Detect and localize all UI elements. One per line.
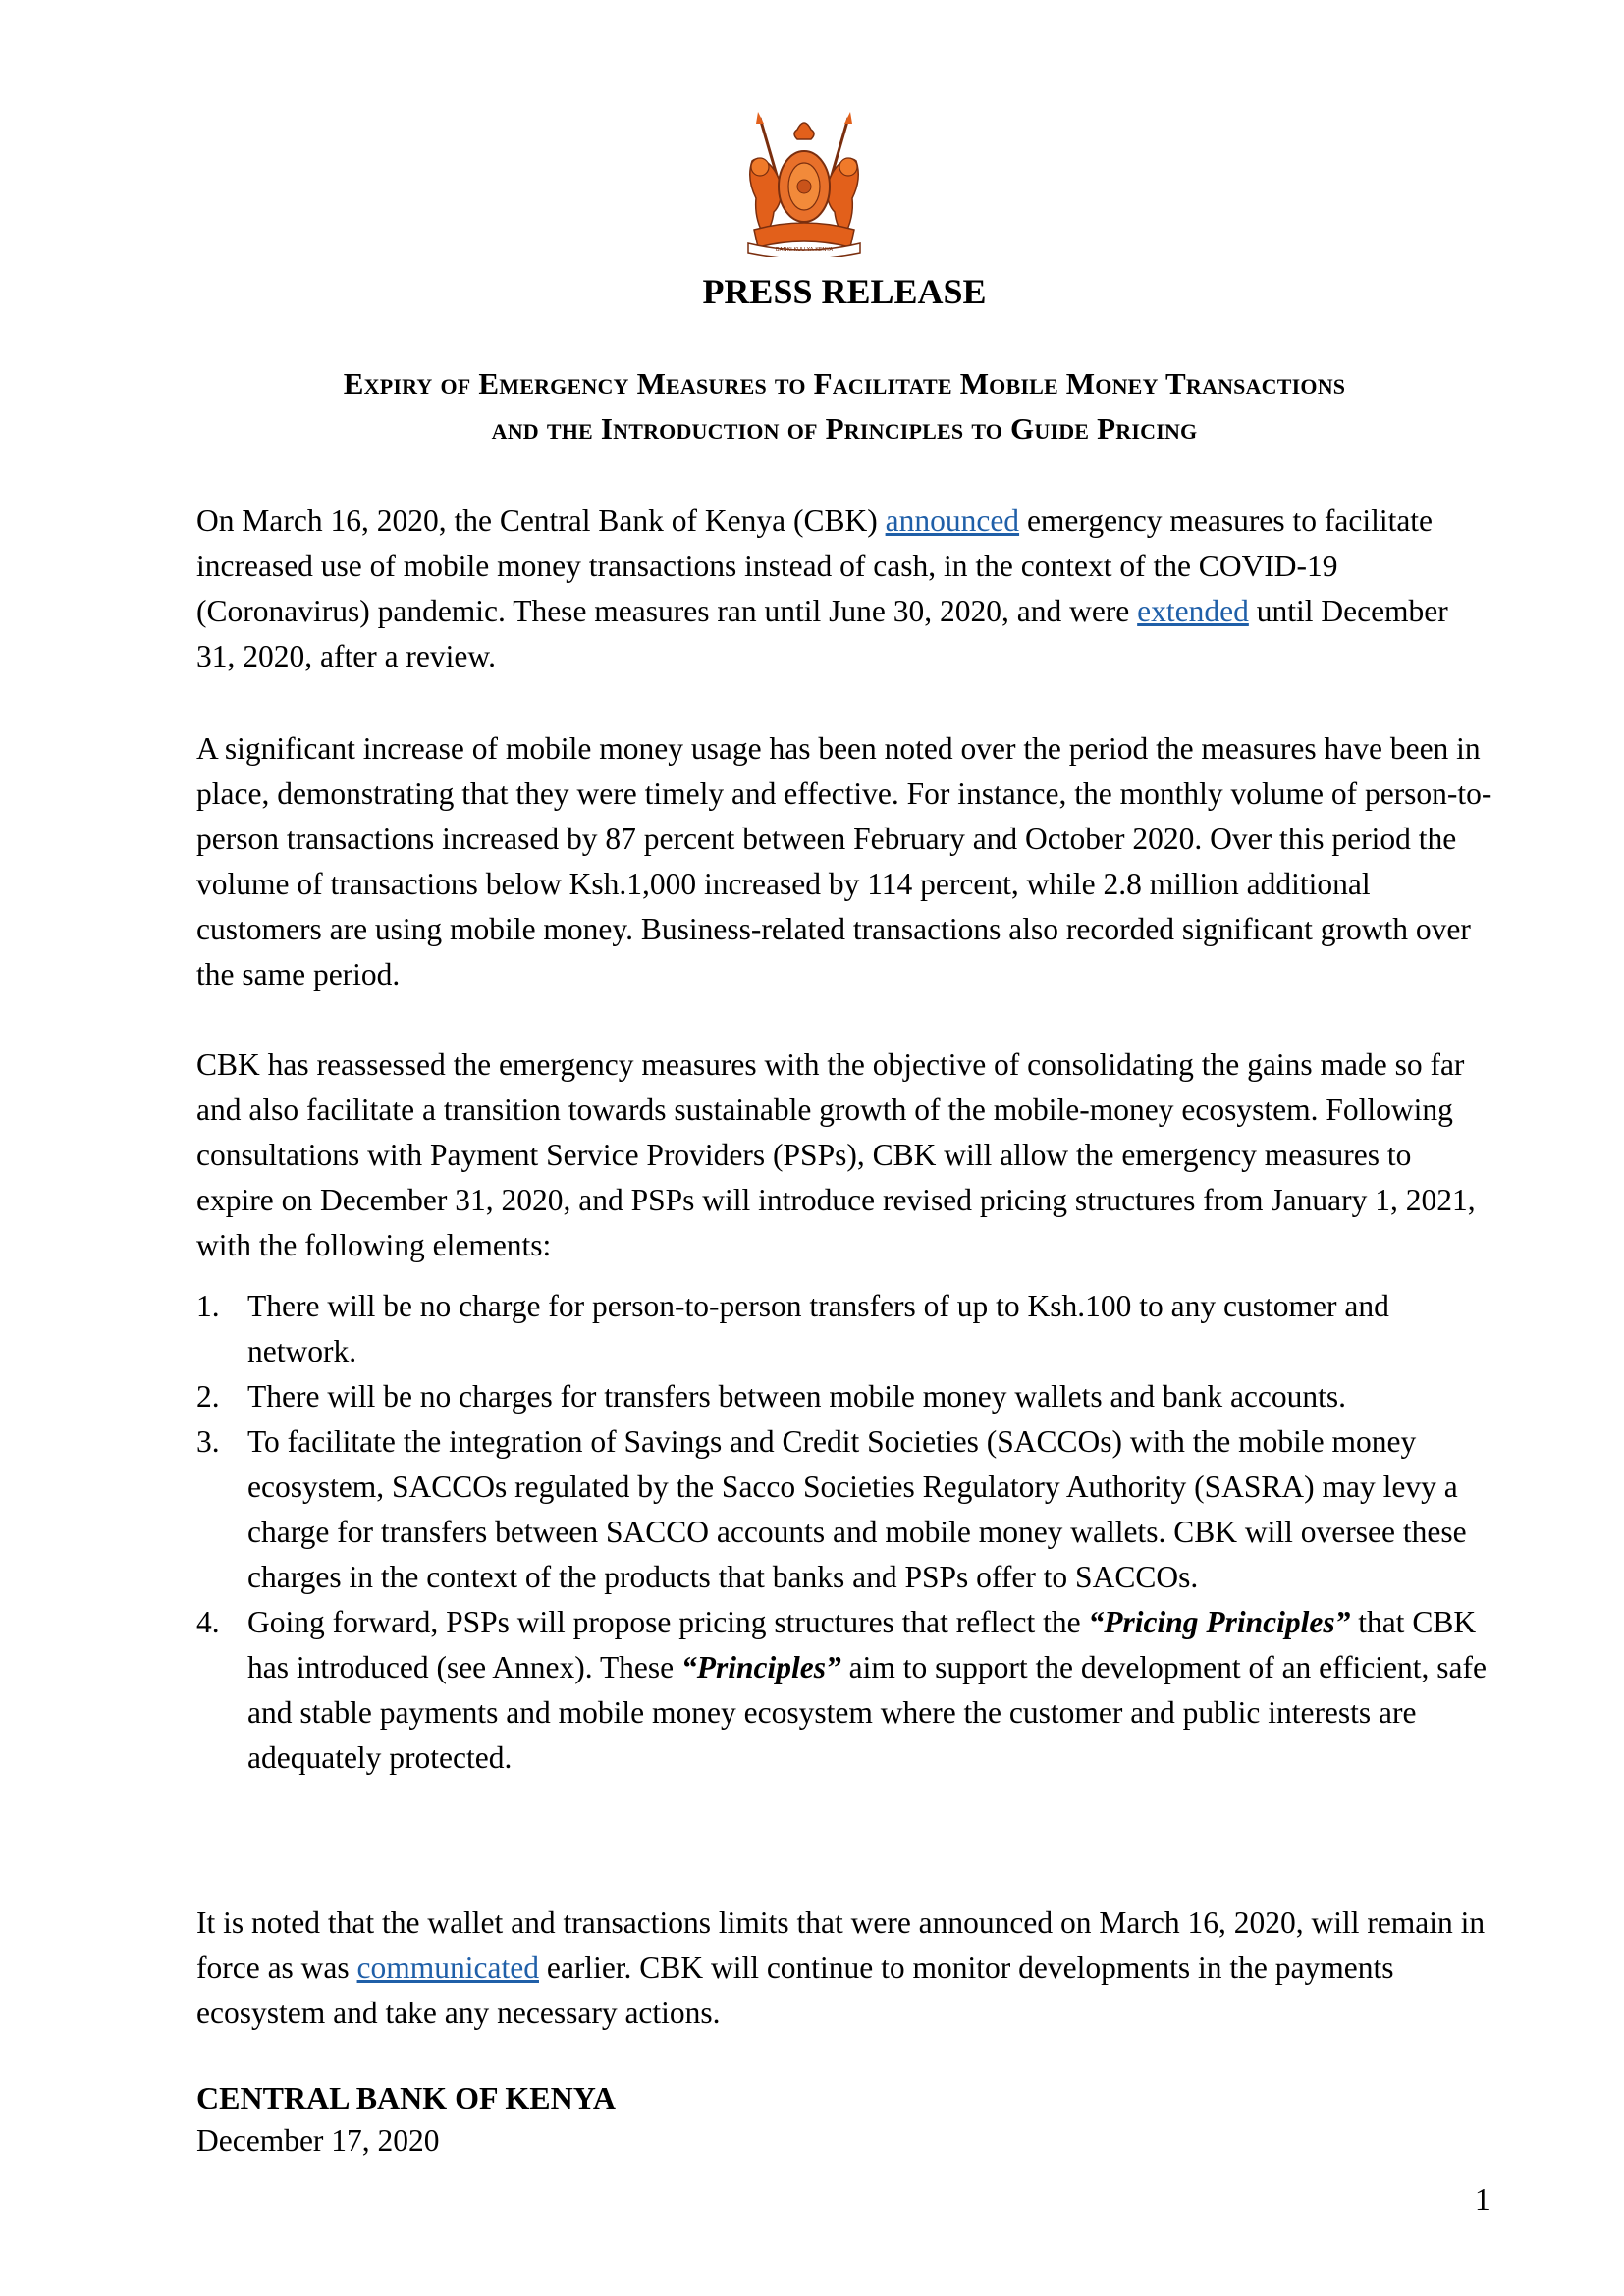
list-item-number: 2. <box>196 1379 220 1414</box>
press-release-title: PRESS RELEASE <box>702 272 987 311</box>
list-item-number: 1. <box>196 1289 220 1323</box>
signature-date: December 17, 2020 <box>196 2123 440 2158</box>
paragraph-1-text-b: emergency measures to facilitate increased use of mobile money transactions instead of cash, in the context of the COVID-19 (Coronavirus) pandemic. These measures ran until June 30, 2020, and were <box>196 504 1434 628</box>
elements-list <box>196 1284 1502 1781</box>
headline <box>196 361 1492 452</box>
list-item <box>196 1374 1502 1419</box>
paragraph-2 <box>196 726 1492 997</box>
crest-ribbon-text: BANKI KUU YA KENYA <box>775 247 834 253</box>
paragraph-2-text: A significant increase of mobile money usage has been noted over the period the measures have been in place, demonstrating that they were timely and effective. For instance, the monthly volume of person-to-person transactions increased by 87 percent between February and October 2020. Over this period the volume of transactions below Ksh.1,000 increased by 114 percent, while 2.8 million additional customers are using mobile money. Business-related transactions also recorded significant growth over the same period. <box>196 731 1492 991</box>
paragraph-1-text-c: until December 31, 2020, after a review. <box>196 594 1448 673</box>
pricing-principles-emphasis: “Pricing Principles” <box>1088 1605 1351 1639</box>
list-item-text-b: that CBK has introduced (see Annex). These <box>247 1605 1477 1684</box>
paragraph-3-text: CBK has reassessed the emergency measures with the objective of consolidating the gains made so far and also facilitate a transition towards sustainable growth of the mobile-money ecosystem. Following consultations with Payment Service Providers (PSPs), CBK will allow the emergency measures to expire on December 31, 2020, and PSPs will introduce revised pricing structures from January 1, 2021, with the following elements: <box>196 1047 1476 1262</box>
list-item-text: To facilitate the integration of Savings and Credit Societies (SACCOs) with the mobile money ecosystem, SACCOs regulated by the Sacco Societies Regulatory Authority (SASRA) may levy a charge for transfers between SACCO accounts and mobile money wallets. CBK will oversee these charges in the context of the products that banks and PSPs offer to SACCOs. <box>247 1424 1467 1594</box>
headline-line-1: Expiry of Emergency Measures to Facilitate Mobile Money Transactions <box>343 366 1346 400</box>
list-item-text: There will be no charges for transfers between mobile money wallets and bank accounts. <box>247 1379 1347 1414</box>
paragraph-1 <box>196 499 1492 679</box>
principles-emphasis: “Principles” <box>681 1650 841 1684</box>
paragraph-3 <box>196 1042 1492 1268</box>
page-number: 1 <box>1475 2182 1490 2216</box>
list-item <box>196 1600 1502 1781</box>
communicated-link[interactable]: communicated <box>356 1950 539 1985</box>
list-item-number: 4. <box>196 1605 220 1639</box>
list-item-text-a: Going forward, PSPs will propose pricing structures that reflect the <box>247 1605 1089 1639</box>
list-item <box>196 1419 1502 1600</box>
cbk-coat-of-arms-icon <box>738 110 870 257</box>
paragraph-4-text-a: It is noted that the wallet and transactions limits that were announced on March 16, 2020, will remain in force as was <box>196 1905 1486 1985</box>
list-item-text-c: aim to support the development of an efficient, safe and stable payments and mobile money ecosystem where the customer and public interests are adequately protected. <box>247 1650 1487 1775</box>
paragraph-4-text-b: earlier. CBK will continue to monitor developments in the payments ecosystem and take any necessary actions. <box>196 1950 1394 2030</box>
list-item-text: There will be no charge for person-to-person transfers of up to Ksh.100 to any customer and network. <box>247 1289 1389 1368</box>
signature-name: CENTRAL BANK OF KENYA <box>196 2080 617 2115</box>
headline-line-2: and the Introduction of Principles to Guide Pricing <box>491 411 1198 446</box>
list-item <box>196 1284 1502 1374</box>
list-item-number: 3. <box>196 1424 220 1459</box>
paragraph-1-text-a: On March 16, 2020, the Central Bank of Kenya (CBK) <box>196 504 886 538</box>
paragraph-4 <box>196 1900 1492 2036</box>
announced-link[interactable]: announced <box>885 504 1020 538</box>
extended-link[interactable]: extended <box>1137 594 1249 628</box>
